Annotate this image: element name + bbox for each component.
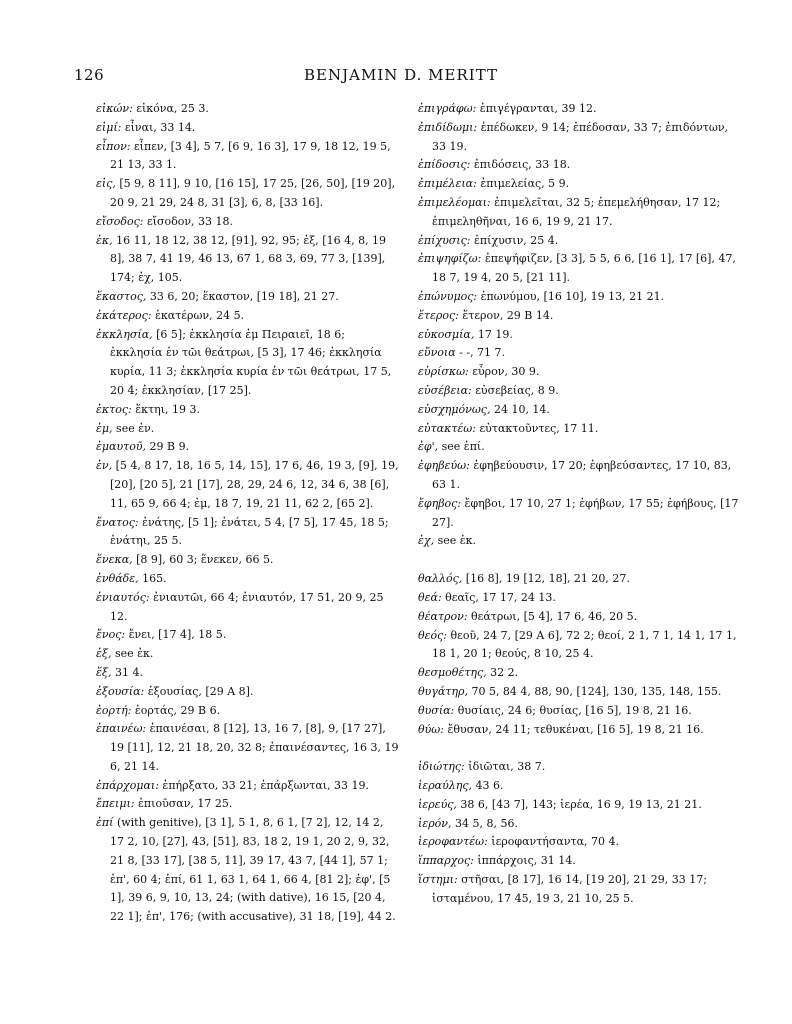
entry-headword: ἕτερος: [418, 308, 459, 322]
entry-headword: ἐπιδίδωμι: [418, 120, 478, 134]
entry-references: 29 B 9. [146, 440, 190, 454]
index-entry [96, 702, 400, 721]
index-entry [418, 119, 742, 157]
entry-headword: ἐπιψηφίζω: [418, 252, 482, 266]
entry-references: εὗρον, 30 9. [468, 365, 540, 379]
entry-headword: εὐκοσμία, [418, 327, 475, 341]
entry-references: 38 6, [43 7], 143; ἱερέα, 16 9, 19 13, 21 21. [456, 797, 702, 811]
entry-headword: ἐπίδοσις: [418, 158, 471, 172]
entry-references: 165. [138, 571, 167, 585]
entry-headword: θεσμοθέτης, [418, 666, 487, 680]
index-entry [418, 495, 742, 533]
entry-references: [6 5]; ἐκκλησία ἐμ Πειραιεῖ, 18 6; ἐκκλησία ἐν τῶι θεάτρωι, [5 3], 17 46; ἐκκλησία κυρία, 11 3; ἐκκλησία κυρία ἐν τῶι θεάτρωι, 17 5, 20 4; ἐκκλησίαν, [17 25]. [110, 327, 392, 397]
index-entry [96, 326, 400, 401]
entry-headword: ἐξ, [96, 647, 112, 661]
entry-headword: εἴσοδος: [96, 214, 144, 228]
index-entry [96, 514, 400, 552]
entry-headword: ἐμαυτοῦ, [96, 440, 147, 454]
entry-headword: ἐπιμελέομαι: [418, 195, 491, 209]
index-entry [418, 438, 742, 457]
entry-references: [8 9], 60 3; ἕνεκεν, 66 5. [132, 553, 274, 567]
entry-headword: ἔνατος: [96, 515, 139, 529]
index-entry [418, 852, 742, 871]
entry-headword: ἔνος: [96, 628, 126, 642]
index-entry [96, 307, 400, 326]
entry-references: [5 4, 8 17, 18, 16 5, 14, 15], 17 6, 46, 19 3, [9], 19, [20], [20 5], 21 [17], 28, 29, 24 6, 12, 34 6, 38 [6], 11, 65 9, 66 4; ἐμ, 18 7, 19, 21 11, 62 2, [65 2]. [110, 459, 399, 510]
index-entry [96, 720, 400, 776]
entry-headword: ἐκ, [96, 233, 113, 247]
entry-headword: εἰκών: [96, 102, 133, 115]
index-entry [96, 175, 400, 213]
entry-references: ἐπίχυσιν, 25 4. [470, 233, 559, 247]
entry-references: ἐπιοῦσαν, 17 25. [134, 797, 233, 811]
index-entry [96, 288, 400, 307]
entry-references: ἕκτηι, 19 3. [131, 402, 200, 416]
index-entry [96, 683, 400, 702]
entry-headword: εὔνοια [418, 346, 456, 360]
index-entry [96, 401, 400, 420]
entry-headword: ἐχ, [418, 534, 435, 548]
entry-references: εἰκόνα, 25 3. [132, 102, 209, 115]
entry-references: see ἐκ. [434, 534, 477, 548]
index-entry [96, 438, 400, 457]
entry-references: θεοῦ, 24 7, [29 A 6], 72 2; θεοί, 2 1, 7 1, 14 1, 17 1, 18 1, 20 1; θεούς, 8 10, 25 4. [432, 628, 737, 661]
index-entry [418, 664, 742, 683]
entry-headword: ἐφ', [418, 440, 439, 454]
entry-headword: θεά: [418, 590, 442, 604]
entry-headword: ἕκαστος, [96, 289, 147, 303]
entry-headword: ἔφηβος: [418, 496, 462, 510]
entry-headword: ἐν, [96, 459, 113, 473]
entry-references: θεάτρωι, [5 4], 17 6, 46, 20 5. [467, 609, 638, 623]
entry-headword: ἐφηβεύω: [418, 459, 470, 473]
entry-headword: ἐκτος: [96, 402, 132, 416]
entry-references: ἔνει, [17 4], 18 5. [125, 628, 227, 642]
index-entry [418, 250, 742, 288]
entry-references: ἐπιμελεῖται, 32 5; ἐπεμελήθησαν, 17 12; ἐπιμεληθῆναι, 16 6, 19 9, 21 17. [432, 195, 721, 228]
index-entry [96, 645, 400, 664]
index-entry [418, 815, 742, 834]
index-entry [418, 232, 742, 251]
index-entry [418, 608, 742, 627]
entry-references: ἱππάρχοις, 31 14. [473, 854, 576, 868]
index-entry [418, 570, 742, 589]
entry-headword: εὐσέβεια: [418, 383, 472, 397]
entry-headword: εἶπον: [96, 139, 131, 153]
entry-references: - -, 71 7. [455, 346, 506, 360]
index-entry [96, 777, 400, 796]
entry-references: 24 10, 14. [490, 402, 550, 416]
entry-headword: θύω: [418, 722, 444, 736]
index-entry [418, 156, 742, 175]
index-entry [96, 589, 400, 627]
index-entry [418, 683, 742, 702]
entry-headword: θέατρον: [418, 609, 468, 623]
entry-references: ἱεροφαντήσαντα, 70 4. [487, 835, 620, 849]
entry-references: 17 19. [474, 327, 513, 341]
entry-headword: ἑκάτερος: [96, 308, 152, 322]
entry-headword: ἐμ, [96, 421, 113, 435]
entry-headword: ἐπί [96, 816, 114, 830]
index-entry [418, 777, 742, 796]
entry-headword: ἐπάρχομαι: [96, 778, 159, 792]
running-title: BENJAMIN D. MERITT [304, 66, 498, 84]
entry-headword: ἱερεύς, [418, 797, 457, 811]
entry-references: θυσίαις, 24 6; θυσίας, [16 5], 19 8, 21 16. [454, 703, 692, 717]
entry-references: θεαῖς, 17 17, 24 13. [441, 590, 556, 604]
entry-headword: ἐνθάδε, [96, 571, 139, 585]
index-entry [418, 194, 742, 232]
entry-references: εἴσοδον, 33 18. [143, 214, 234, 228]
index-entry [96, 814, 400, 927]
entry-references: [16 8], 19 [12, 18], 21 20, 27. [462, 572, 630, 586]
index-entry [418, 288, 742, 307]
entry-headword: θεός: [418, 628, 448, 642]
entry-references: ἐπιγέγρανται, 39 12. [476, 102, 597, 115]
index-entry [418, 401, 742, 420]
entry-headword: θυγάτηρ, [418, 684, 468, 698]
entry-references: ἕτερον, 29 B 14. [458, 308, 554, 322]
index-entry [418, 702, 742, 721]
entry-references: ἐξουσίας, [29 A 8]. [144, 684, 254, 698]
left-column [96, 100, 400, 927]
entry-references: ἔθυσαν, 24 11; τεθυκέναι, [16 5], 19 8, 21 16. [444, 722, 704, 736]
entry-references: ἐνιαυτῶι, 66 4; ἐνιαυτόν, 17 51, 20 9, 25 12. [110, 590, 384, 623]
index-entry [96, 420, 400, 439]
entry-references: εὐσεβείας, 8 9. [471, 383, 559, 397]
index-entry [418, 420, 742, 439]
index-entry [418, 589, 742, 608]
entry-headword: ἱεραύλης, [418, 779, 473, 793]
entry-references: ἐπεψήφιζεν, [3 3], 5 5, 6 6, [16 1], 17 [6], 47, 18 7, 19 4, 20 5, [21 11]. [432, 252, 736, 285]
index-entry [418, 326, 742, 345]
entry-references: ἐπήρξατο, 33 21; ἐπάρξωνται, 33 19. [158, 778, 370, 792]
entry-references: 34 5, 8, 56. [451, 816, 518, 830]
entry-headword: ἐπίχυσις: [418, 233, 471, 247]
entry-references: 70 5, 84 4, 88, 90, [124], 130, 135, 148, 155. [467, 684, 722, 698]
entry-headword: ἱερόν, [418, 816, 452, 830]
entry-references: εὐτακτοῦντες, 17 11. [475, 421, 599, 435]
index-entry [418, 175, 742, 194]
index-entry [96, 457, 400, 513]
entry-references: ἐπαινέσαι, 8 [12], 13, 16 7, [8], 9, [17 27], 19 [11], 12, 21 18, 20, 32 8; ἐπαινέσαντες, 16 3, 19 6, 21 14. [110, 722, 399, 773]
entry-references: see ἐπί. [438, 440, 485, 454]
index-entry [96, 213, 400, 232]
entry-references: 33 6, 20; ἕκαστον, [19 18], 21 27. [146, 289, 339, 303]
entry-headword: ἐνιαυτός: [96, 590, 150, 604]
entry-references: εἶπεν, [3 4], 5 7, [6 9, 16 3], 17 9, 18 12, 19 5, 21 13, 33 1. [110, 139, 391, 172]
index-entry [96, 119, 400, 138]
entry-references: (with genitive), [3 1], 5 1, 8, 6 1, [7 2], 12, 14 2, 17 2, 10, [27], 43, [51], 83, 18 2, 19 1, 20 2, 9, 32, 21 8, [33 17], [38 5, 11], 39 17, 43 7, [44 1], 57 1; ἐπ', 60 4; ἐπί, 61 1, 63 1, 64 1, 66 4, [81 2]; ἐφ', [5 1], 39 6, 9, 10, 13, 24; (with dative), 16 15, [20 4, 22 1]; ἐπ', 176; (with accusative), 31 18, [19], 44 2. [110, 816, 396, 924]
index-entry [418, 363, 742, 382]
index-entry [418, 382, 742, 401]
index-entry [96, 795, 400, 814]
index-entry [96, 100, 400, 119]
entry-headword: ἰδιώτης: [418, 760, 465, 774]
entry-headword: ἕξ, [96, 665, 112, 679]
entry-headword: θαλλός, [418, 572, 463, 586]
entry-headword: ἐπαινέω: [96, 722, 147, 736]
entry-references: ἑορτάς, 29 B 6. [131, 703, 221, 717]
entry-headword: ἐκκλησία, [96, 327, 153, 341]
entry-references: εἶναι, 33 14. [121, 120, 196, 134]
right-column [418, 100, 742, 909]
entry-references: ἐφηβεύουσιν, 17 20; ἐφηβεύσαντες, 17 10, 83, 63 1. [432, 459, 732, 491]
entry-headword: ἐπιγράφω: [418, 102, 477, 115]
index-entry [96, 664, 400, 683]
entry-references: 43 6. [472, 779, 504, 793]
index-entry [418, 871, 742, 909]
section-gap [418, 551, 742, 570]
entry-headword: ἐπιμέλεια: [418, 177, 477, 191]
index-entry [96, 570, 400, 589]
entry-references: ἰδιῶται, 38 7. [464, 760, 546, 774]
index-entry [418, 796, 742, 815]
index-entry [418, 307, 742, 326]
entry-references: [5 9, 8 11], 9 10, [16 15], 17 25, [26, 50], [19 20], 20 9, 21 29, 24 8, 31 [3], 6, 8, [33 16]. [110, 177, 396, 209]
entry-headword: ἵστημι: [418, 873, 458, 887]
entry-references: see ἐν. [112, 421, 155, 435]
entry-headword: θυσία: [418, 703, 455, 717]
entry-headword: εἰς, [96, 177, 116, 191]
index-entry [418, 833, 742, 852]
index-entry [418, 100, 742, 119]
section-gap [418, 739, 742, 758]
entry-headword: ἑορτή: [96, 703, 132, 717]
index-entry [418, 721, 742, 740]
entry-references: ἐπιμελείας, 5 9. [476, 177, 570, 191]
entry-headword: ἱεροφαντέω: [418, 835, 488, 849]
index-entry [418, 457, 742, 495]
page-number: 126 [74, 66, 105, 84]
entry-headword: ἵππαρχος: [418, 854, 474, 868]
index-entry [96, 626, 400, 645]
entry-references: ἔφηβοι, 17 10, 27 1; ἐφήβων, 17 55; ἐφήβους, [17 27]. [432, 496, 739, 529]
entry-headword: ἔπειμι: [96, 797, 135, 811]
index-entry [418, 344, 742, 363]
entry-references: 31 4. [111, 665, 143, 679]
entry-headword: εἰμί: [96, 120, 122, 134]
index-entry [96, 232, 400, 288]
entry-headword: ἐπώνυμος: [418, 289, 478, 303]
entry-headword: εὐτακτέω: [418, 421, 476, 435]
entry-headword: ἕνεκα, [96, 553, 133, 567]
index-entry [418, 758, 742, 777]
entry-references: ἐπωνύμου, [16 10], 19 13, 21 21. [477, 289, 665, 303]
entry-references: ἐπιδόσεις, 33 18. [470, 158, 571, 172]
entry-references: ἑκατέρων, 24 5. [151, 308, 245, 322]
entry-references: ἐπέδωκεν, 9 14; ἐπέδοσαν, 33 7; ἐπιδόντων, 33 19. [432, 120, 729, 153]
entry-headword: εὐσχημόνως, [418, 402, 491, 416]
entry-headword: ἐξουσία: [96, 684, 145, 698]
entry-references: 16 11, 18 12, 38 12, [91], 92, 95; ἐξ, [16 4, 8, 19 8], 38 7, 41 19, 46 13, 67 1, 68 3, 69, 77 3, [139], 174; ἐχ, 105. [110, 233, 387, 285]
page-header [74, 66, 728, 86]
entry-references: see ἐκ. [111, 647, 154, 661]
entry-references: ἐνάτης, [5 1]; ἐνάτει, 5 4, [7 5], 17 45, 18 5; ἐνάτηι, 25 5. [110, 515, 389, 548]
index-entry [418, 627, 742, 665]
index-entry [418, 532, 742, 551]
entry-headword: εὑρίσκω: [418, 365, 469, 379]
entry-references: στῆσαι, [8 17], 16 14, [19 20], 21 29, 33 17; ἱσταμένου, 17 45, 19 3, 21 10, 25 5. [432, 873, 707, 905]
index-entry [96, 138, 400, 176]
index-entry [96, 551, 400, 570]
entry-references: 32 2. [486, 666, 519, 680]
